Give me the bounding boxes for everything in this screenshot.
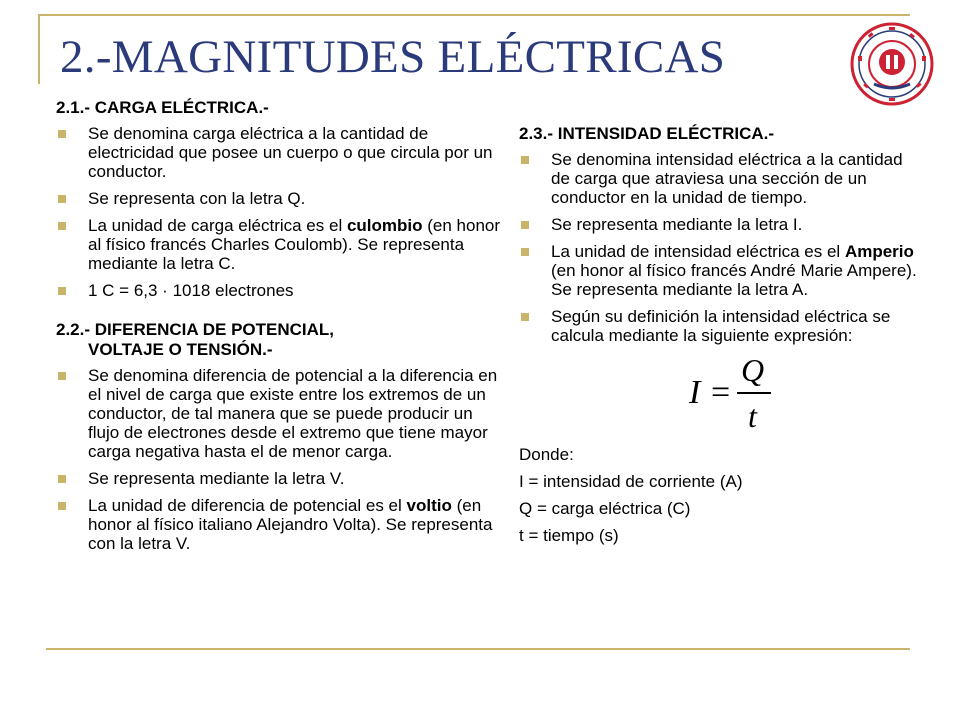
left-column (56, 98, 502, 561)
bullet-text-post: (en honor al físico italiano Alejandro Volta). Se representa con la letra V. (88, 496, 493, 553)
list-item (56, 366, 502, 461)
institution-seal-icon (850, 22, 934, 106)
formula-equals: = (711, 374, 731, 411)
bullet-text: Se representa con la letra Q. (88, 189, 306, 208)
list-item (519, 307, 919, 345)
accent-top-line (38, 14, 910, 16)
list-item (519, 150, 919, 207)
intensity-formula (679, 353, 919, 433)
square-bullet-icon (521, 156, 529, 164)
section-heading-intensidad: 2.3.- INTENSIDAD ELÉCTRICA.- (519, 124, 775, 143)
formula-lhs: I (689, 374, 701, 411)
heading-line-2: VOLTAJE O TENSIÓN.- (88, 340, 273, 359)
list-item (56, 216, 502, 273)
list-item (56, 469, 502, 488)
section-heading-carga: 2.1.- CARGA ELÉCTRICA.- (56, 98, 269, 117)
page-title: 2.-MAGNITUDES ELÉCTRICAS (60, 31, 726, 83)
bullet-text-pre: La unidad de carga eléctrica es el (88, 216, 347, 235)
list-item (56, 189, 502, 208)
accent-vertical-line (38, 14, 40, 84)
square-bullet-icon (58, 287, 66, 295)
definition-line: t = tiempo (s) (519, 526, 619, 545)
square-bullet-icon (58, 372, 66, 380)
bullet-text-pre: La unidad de diferencia de potencial es el (88, 496, 407, 515)
square-bullet-icon (58, 222, 66, 230)
square-bullet-icon (58, 475, 66, 483)
list-item (56, 281, 502, 300)
bullet-text: 1 C = 6,3 · 1018 electrones (88, 281, 294, 300)
bullet-text-pre: La unidad de intensidad eléctrica es el (551, 242, 845, 261)
list-item (56, 124, 502, 181)
square-bullet-icon (521, 313, 529, 321)
accent-bottom-line (46, 648, 910, 650)
bullet-text-bold: culombio (346, 216, 423, 235)
definition-line: Q = carga eléctrica (C) (519, 499, 691, 518)
bullet-text: Se representa mediante la letra V. (88, 469, 345, 488)
square-bullet-icon (521, 248, 529, 256)
bullet-text-bold: Amperio (844, 242, 914, 261)
formula-denominator: t (748, 398, 757, 434)
donde-label: Donde: (519, 445, 574, 464)
bullet-text: Se denomina diferencia de potencial a la diferencia en el nivel de carga que existe entre los extremos de un conductor, de tal manera que se puede producir un flujo de electrones desde el extremo que tiene mayor carga negativa hasta el de menor carga. (88, 366, 498, 461)
bullet-text: Se denomina intensidad eléctrica a la cantidad de carga que atraviesa una sección de un conductor en la unidad de tiempo. (551, 150, 903, 207)
bullet-text-post: (en honor al físico francés André Marie Ampere). Se representa mediante la letra A. (551, 261, 917, 299)
square-bullet-icon (58, 502, 66, 510)
bullet-text-post: (en honor al físico francés Charles Coulomb). Se representa mediante la letra C. (88, 216, 501, 273)
definition-line: I = intensidad de corriente (A) (519, 472, 743, 491)
section-heading-potencial (56, 320, 502, 360)
potencial-bullet-list (56, 366, 502, 553)
right-column (519, 124, 919, 553)
list-item (519, 215, 919, 234)
bullet-text: Se representa mediante la letra I. (551, 215, 803, 234)
list-item (56, 496, 502, 553)
carga-bullet-list (56, 124, 502, 300)
bullet-text-bold: voltio (406, 496, 452, 515)
formula-numerator: Q (741, 352, 765, 388)
square-bullet-icon (58, 130, 66, 138)
heading-line-1: 2.2.- DIFERENCIA DE POTENCIAL, (56, 320, 335, 339)
bullet-text: Según su definición la intensidad eléctrica se calcula mediante la siguiente expresión: (551, 307, 891, 345)
intensidad-bullet-list (519, 150, 919, 345)
list-item (519, 242, 919, 299)
bullet-text: Se denomina carga eléctrica a la cantidad de electricidad que posee un cuerpo o que circula por un conductor. (88, 124, 493, 181)
square-bullet-icon (521, 221, 529, 229)
square-bullet-icon (58, 195, 66, 203)
